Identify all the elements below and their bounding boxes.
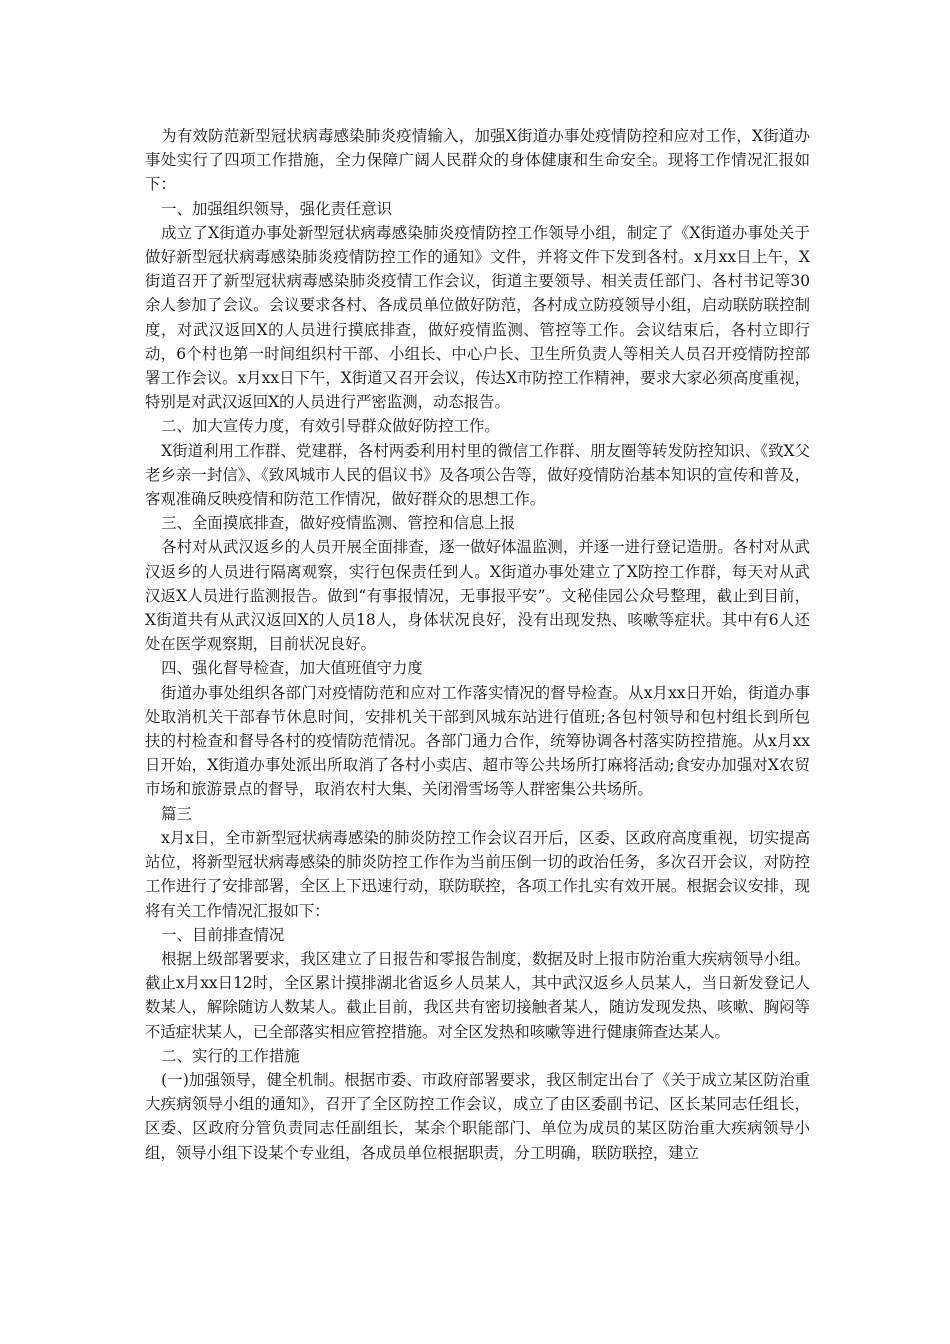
section-paragraph-2: X街道利用工作群、党建群，各村两委利用村里的微信工作群、朋友圈等转发防控知识、《致X父老乡亲一封信》、《致风城市人民的倡议书》及各项公告等，做好疫情防治基本知识的宣传和普及，客观准确反映疫情和防范工作情况，做好群众的思想工作。: [145, 441, 810, 509]
section-heading-2: 二、加大宣传力度，有效引导群众做好防控工作。: [161, 417, 500, 436]
document-body: [145, 124, 810, 1165]
part-three-heading-2: 二、实行的工作措施: [161, 1046, 300, 1065]
part-three-paragraph-2: (一)加强领导，健全机制。根据市委、市政府部署要求，我区制定出台了《关于成立某区防治重大疾病领导小组的通知》，召开了全区防控工作会议，成立了由区委副书记、区长某同志任组长，区委、区政府分管负责同志任副组长，某余个职能部门、单位为成员的某区防治重大疾病领导小组，领导小组下设某个专业组，各成员单位根据职责，分工明确，联防联控，建立: [145, 1070, 810, 1162]
part-three-paragraph-1: 根据上级部署要求，我区建立了日报告和零报告制度，数据及时上报市防治重大疾病领导小组。截止x月xx日12时，全区累计摸排湖北省返乡人员某人，其中武汉返乡人员某人，当日新发登记人数某人，解除随访人数某人。截止目前，我区共有密切接触者某人，随访发现发热、咳嗽、胸闷等不适症状某人，已全部落实相应管控措施。对全区发热和咳嗽等进行健康筛查达某人。: [145, 949, 810, 1041]
part-three-heading: 篇三: [161, 804, 192, 823]
section-paragraph-3: 各村对从武汉返乡的人员开展全面排查，逐一做好体温监测，并逐一进行登记造册。各村对从武汉返乡的人员进行隔离观察，实行包保责任到人。X街道办事处建立了X防控工作群，每天对从武汉返X人员进行监测报告。做到“有事报情况，无事报平安”。文秘佳园公众号整理，截止到目前，X街道共有从武汉返回X的人员18人，身体状况良好，没有出现发热、咳嗽等症状。其中有6人还处在医学观察期，目前状况良好。: [145, 538, 810, 654]
section-heading-4: 四、强化督导检查，加大值班值守力度: [161, 659, 423, 678]
part-three-heading-1: 一、目前排查情况: [161, 925, 285, 944]
intro-paragraph: 为有效防范新型冠状病毒感染肺炎疫情输入，加强X街道办事处疫情防控和应对工作，X街道办事处实行了四项工作措施，全力保障广阔人民群众的身体健康和生命安全。现将工作情况汇报如下：: [145, 127, 810, 194]
section-heading-1: 一、加强组织领导，强化责任意识: [161, 199, 393, 218]
part-three-intro: x月x日，全市新型冠状病毒感染的肺炎防控工作会议召开后，区委、区政府高度重视，切实提高站位，将新型冠状病毒感染的肺炎防控工作作为当前压倒一切的政治任务，多次召开会议，对防控工作进行了安排部署，全区上下迅速行动，联防联控，各项工作扎实有效开展。根据会议安排，现将有关工作情况汇报如下：: [145, 828, 810, 920]
section-paragraph-1: 成立了X街道办事处新型冠状病毒感染肺炎疫情防控工作领导小组，制定了《X街道办事处关于做好新型冠状病毒感染肺炎疫情防控工作的通知》文件，并将文件下发到各村。x月xx日上午，X街道召开了新型冠状病毒感染肺炎疫情工作会议，街道主要领导、相关责任部门、各村书记等30余人参加了会议。会议要求各村、各成员单位做好防范，各村成立防疫领导小组，启动联防联控制度，对武汉返回X的人员进行摸底排查，做好疫情监测、管控等工作。会议结束后，各村立即行动，6个村也第一时间组织村干部、小组长、中心户长、卫生所负责人等相关人员召开疫情防控部署工作会议。x月xx日下午，X街道又召开会议，传达X市防控工作精神，要求大家必须高度重视，特别是对武汉返回X的人员进行严密监测，动态报告。: [145, 223, 810, 412]
section-heading-3: 三、全面摸底排查，做好疫情监测、管控和信息上报: [161, 514, 516, 533]
section-paragraph-4: 街道办事处组织各部门对疫情防范和应对工作落实情况的督导检查。从x月xx日开始，街道办事处取消机关干部春节休息时间，安排机关干部到风城东站进行值班;各包村领导和包村组长到所包扶的村检查和督导各村的疫情防范情况。各部门通力合作，统筹协调各村落实防控措施。从x月xx日开始，X街道办事处派出所取消了各村小卖店、超市等公共场所打麻将活动;食安办加强对X农贸市场和旅游景点的督导，取消农村大集、关闭滑雪场等人群密集公共场所。: [145, 683, 810, 799]
